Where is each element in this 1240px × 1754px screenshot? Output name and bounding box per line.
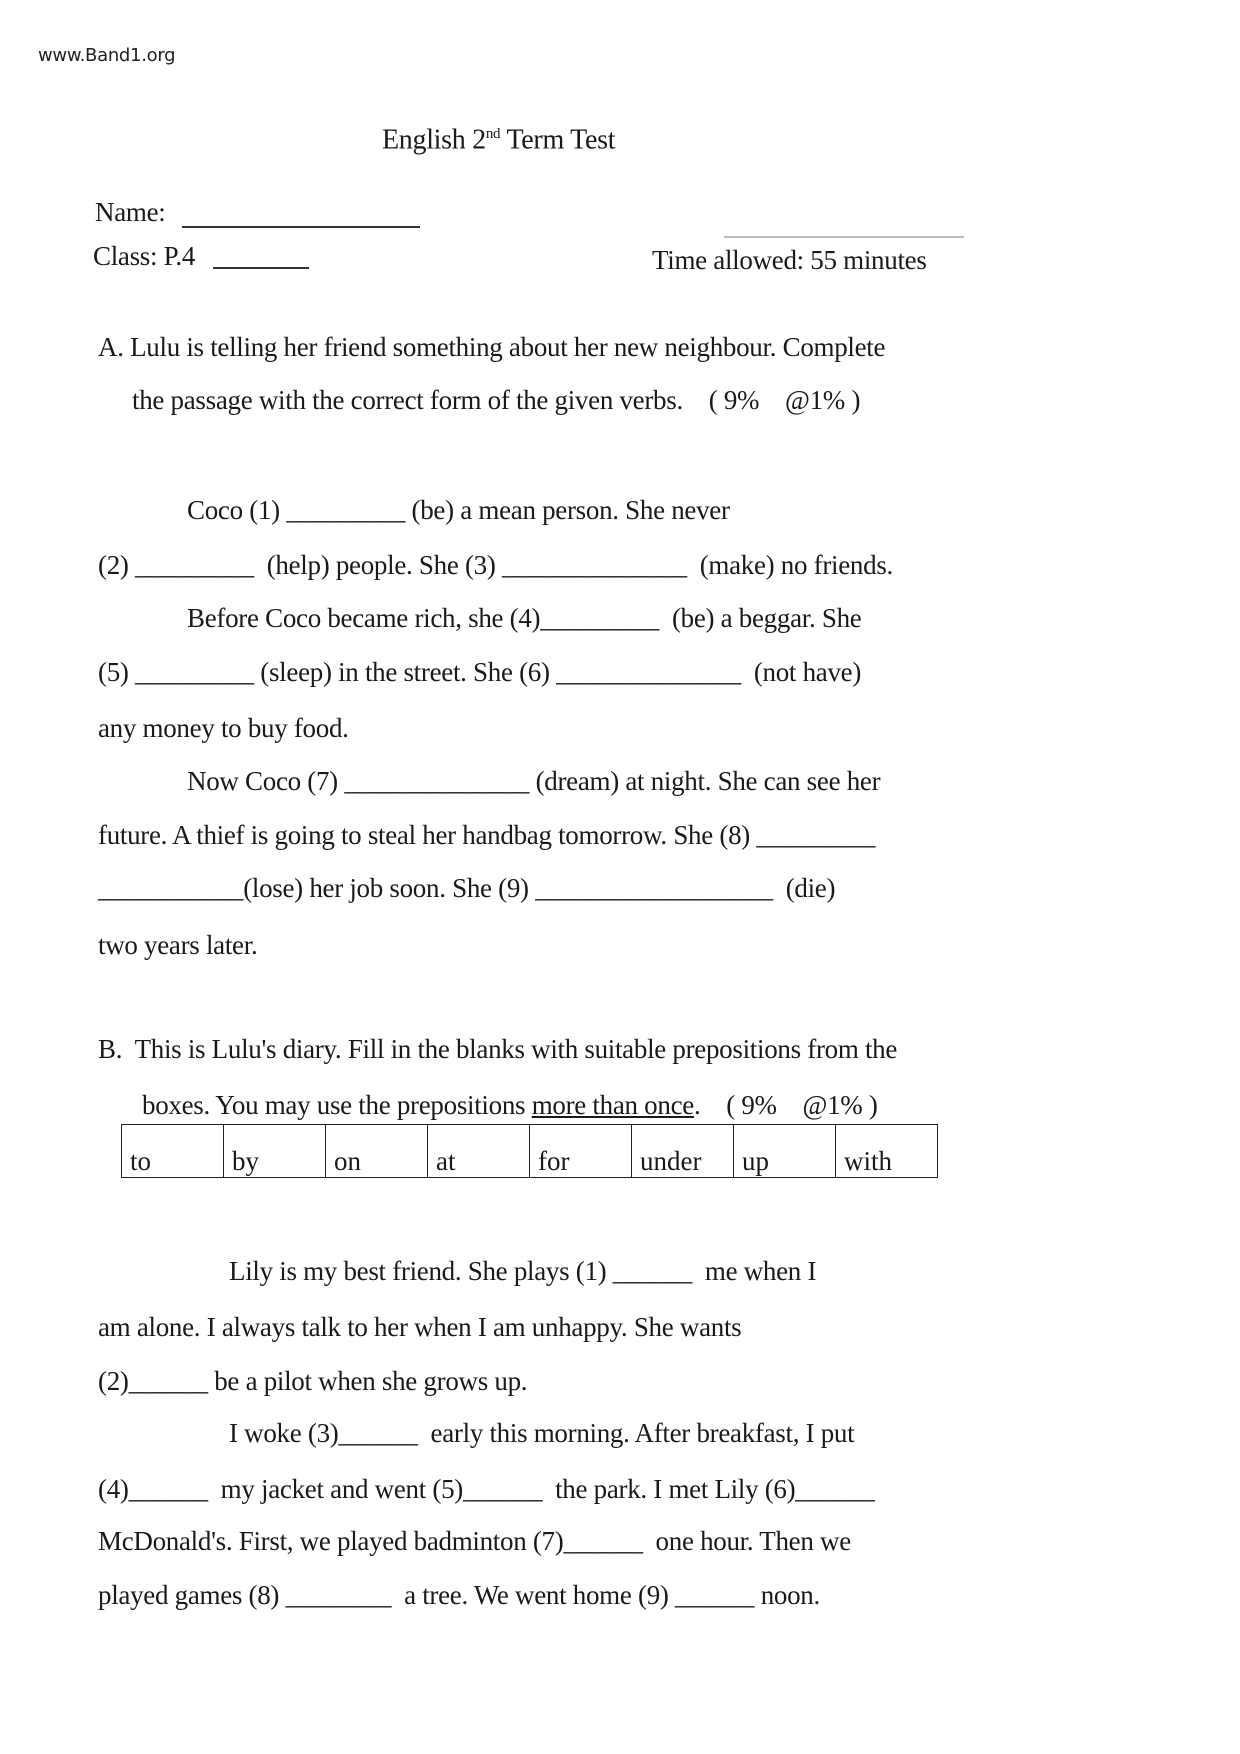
instruction-marks: . ( 9% @1% ) <box>693 1090 878 1120</box>
passage-b-line: (2)______ be a pilot when she grows up. <box>98 1366 528 1396</box>
preposition-cell: with <box>836 1125 938 1178</box>
time-allowed: Time allowed: 55 minutes <box>652 245 927 275</box>
passage-a-line: Coco (1) _________ (be) a mean person. She never <box>187 495 730 525</box>
class-label: Class: P.4 <box>93 241 196 271</box>
passage-a-line: two years later. <box>98 930 258 960</box>
prepositions-box <box>121 1124 938 1178</box>
title-post: Term Test <box>500 124 616 156</box>
preposition-cell: by <box>224 1125 326 1178</box>
preposition-cell: under <box>632 1125 734 1178</box>
section-b-instruction-2 <box>142 1089 878 1121</box>
passage-b-line: (4)______ my jacket and went (5)______ the park. I met Lily (6)______ <box>98 1474 875 1504</box>
preposition-cell: for <box>530 1125 632 1178</box>
preposition-cell: at <box>428 1125 530 1178</box>
instruction-emphasis: more than once <box>531 1090 694 1120</box>
section-a-instruction-2: the passage with the correct form of the given verbs. ( 9% @1% ) <box>132 385 861 415</box>
site-watermark: www.Band1.org <box>38 45 176 66</box>
instruction-text: boxes. You may use the prepositions <box>142 1090 532 1120</box>
section-b-instruction: B. This is Lulu's diary. Fill in the blanks with suitable prepositions from the <box>98 1034 898 1064</box>
name-blank[interactable] <box>182 226 420 228</box>
passage-b-line: I woke (3)______ early this morning. After breakfast, I put <box>229 1418 855 1448</box>
passage-b-line: am alone. I always talk to her when I am unhappy. She wants <box>98 1312 742 1342</box>
scan-mark <box>724 236 964 238</box>
passage-a-line: future. A thief is going to steal her handbag tomorrow. She (8) _________ <box>98 820 876 850</box>
passage-a-line: (2) _________ (help) people. She (3) ______________ (make) no friends. <box>98 550 893 580</box>
class-blank[interactable] <box>213 267 309 269</box>
passage-b-line: played games (8) ________ a tree. We went home (9) ______ noon. <box>98 1580 820 1610</box>
passage-a-line: Now Coco (7) ______________ (dream) at night. She can see her <box>187 766 881 796</box>
passage-a-line: Before Coco became rich, she (4)_________ (be) a beggar. She <box>187 603 862 633</box>
preposition-cell: on <box>326 1125 428 1178</box>
passage-a-line: (5) _________ (sleep) in the street. She (6) ______________ (not have) <box>98 657 862 687</box>
passage-b-line: Lily is my best friend. She plays (1) ______ me when I <box>229 1256 817 1286</box>
section-a-instruction: A. Lulu is telling her friend something about her new neighbour. Complete <box>98 332 886 362</box>
passage-a-line: any money to buy food. <box>98 713 349 743</box>
page-title <box>382 118 615 156</box>
name-label: Name: <box>95 197 166 227</box>
preposition-cell: to <box>122 1125 224 1178</box>
preposition-cell: up <box>734 1125 836 1178</box>
title-pre: English 2 <box>382 124 486 156</box>
passage-a-line: ___________(lose) her job soon. She (9) __________________ (die) <box>98 873 836 903</box>
passage-b-line: McDonald's. First, we played badminton (7)______ one hour. Then we <box>98 1526 851 1556</box>
title-sup: nd <box>485 126 501 142</box>
